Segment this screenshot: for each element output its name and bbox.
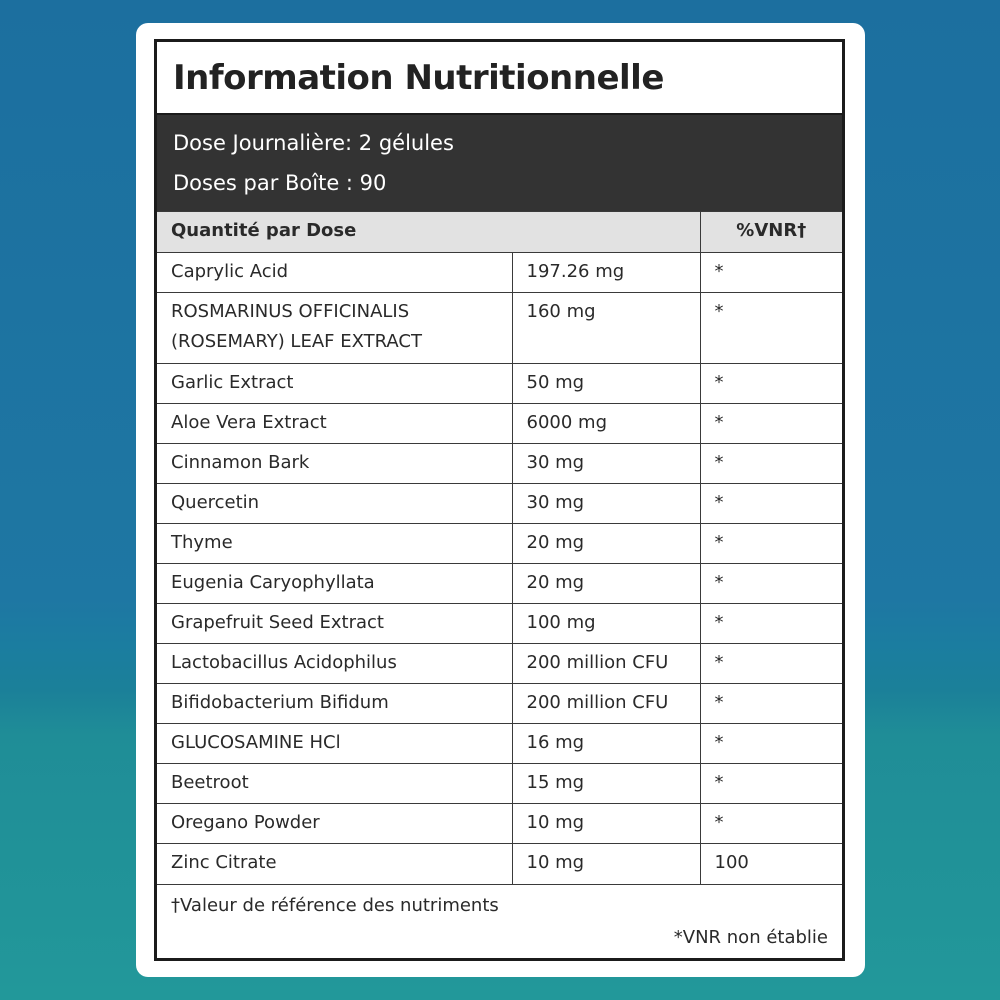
cell-name: Grapefruit Seed Extract	[157, 604, 512, 644]
cell-vnr: *	[700, 764, 842, 804]
cell-vnr: *	[700, 644, 842, 684]
table-row	[157, 293, 842, 364]
cell-amount: 20 mg	[512, 564, 700, 604]
cell-amount: 100 mg	[512, 604, 700, 644]
table-row	[157, 684, 842, 724]
cell-amount: 50 mg	[512, 364, 700, 404]
cell-amount: 160 mg	[512, 293, 700, 364]
cell-name: Lactobacillus Acidophilus	[157, 644, 512, 684]
cell-vnr: *	[700, 684, 842, 724]
cell-amount: 15 mg	[512, 764, 700, 804]
footnote-reference: †Valeur de référence des nutriments	[171, 894, 499, 916]
cell-vnr: 100	[700, 844, 842, 884]
footnote-vnr: *VNR non établie	[673, 926, 828, 948]
cell-name: Eugenia Caryophyllata	[157, 564, 512, 604]
cell-vnr: *	[700, 484, 842, 524]
dose-info	[157, 115, 842, 211]
quantity-header: Quantité par Dose	[157, 212, 700, 253]
cell-name: Thyme	[157, 524, 512, 564]
cell-name: Bifidobacterium Bifidum	[157, 684, 512, 724]
cell-amount: 30 mg	[512, 484, 700, 524]
cell-name: Oregano Powder	[157, 804, 512, 844]
cell-amount: 16 mg	[512, 724, 700, 764]
cell-vnr: *	[700, 364, 842, 404]
page-title: Information Nutritionnelle	[173, 57, 664, 98]
cell-name: Cinnamon Bark	[157, 444, 512, 484]
cell-vnr: *	[700, 804, 842, 844]
vnr-header: %VNR†	[700, 212, 842, 253]
footnotes	[157, 884, 842, 962]
cell-name: Aloe Vera Extract	[157, 404, 512, 444]
cell-amount: 20 mg	[512, 524, 700, 564]
cell-amount: 10 mg	[512, 804, 700, 844]
cell-name: Garlic Extract	[157, 364, 512, 404]
table-row	[157, 724, 842, 764]
cell-vnr: *	[700, 293, 842, 364]
table-row	[157, 804, 842, 844]
nutrition-label	[154, 39, 845, 961]
table-row	[157, 564, 842, 604]
cell-amount: 10 mg	[512, 844, 700, 884]
table-row	[157, 844, 842, 884]
cell-amount: 200 million CFU	[512, 684, 700, 724]
daily-dose: Dose Journalière: 2 gélules	[173, 131, 454, 155]
cell-amount: 30 mg	[512, 444, 700, 484]
cell-name: Zinc Citrate	[157, 844, 512, 884]
nutrition-table	[157, 211, 842, 884]
doses-per-box: Doses par Boîte : 90	[173, 171, 387, 195]
cell-vnr: *	[700, 604, 842, 644]
cell-vnr: *	[700, 253, 842, 293]
title-row	[157, 42, 842, 115]
cell-vnr: *	[700, 524, 842, 564]
table-header-row	[157, 212, 842, 253]
cell-name: Beetroot	[157, 764, 512, 804]
cell-vnr: *	[700, 724, 842, 764]
cell-name: GLUCOSAMINE HCl	[157, 724, 512, 764]
cell-vnr: *	[700, 564, 842, 604]
cell-name: Caprylic Acid	[157, 253, 512, 293]
cell-amount: 197.26 mg	[512, 253, 700, 293]
cell-vnr: *	[700, 404, 842, 444]
cell-amount: 200 million CFU	[512, 644, 700, 684]
table-row	[157, 764, 842, 804]
table-row	[157, 524, 842, 564]
cell-name: Quercetin	[157, 484, 512, 524]
table-row	[157, 404, 842, 444]
table-row	[157, 484, 842, 524]
table-row	[157, 444, 842, 484]
cell-amount: 6000 mg	[512, 404, 700, 444]
table-row	[157, 644, 842, 684]
cell-name: ROSMARINUS OFFICINALIS (ROSEMARY) LEAF EXTRACT	[157, 293, 512, 364]
cell-vnr: *	[700, 444, 842, 484]
table-row	[157, 604, 842, 644]
table-row	[157, 364, 842, 404]
table-row	[157, 253, 842, 293]
